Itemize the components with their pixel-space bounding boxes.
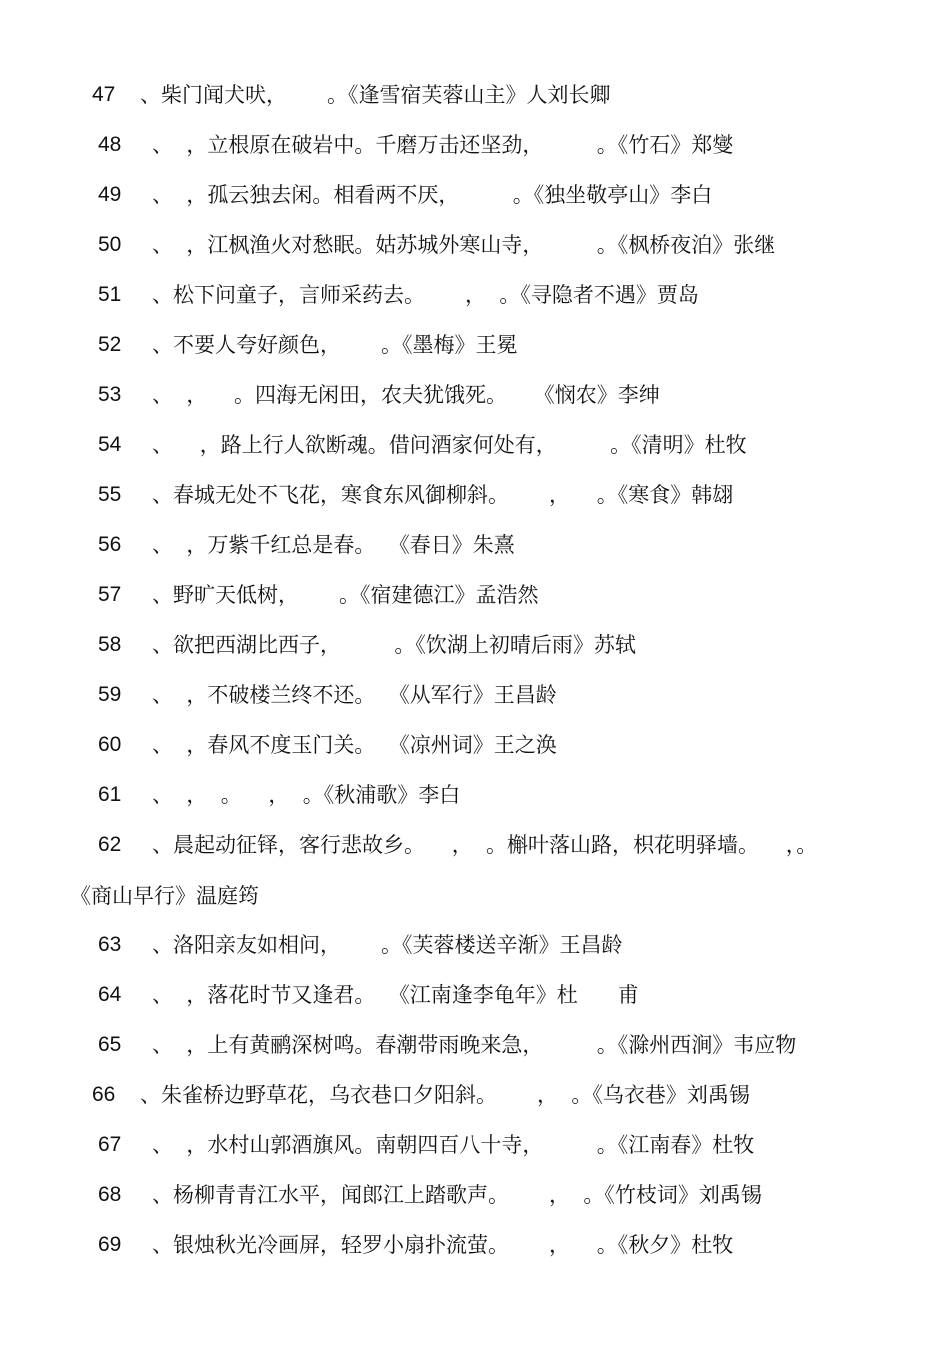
entry-number: 58 bbox=[98, 633, 122, 656]
entry-number: 54 bbox=[98, 433, 122, 456]
entry-number: 51 bbox=[98, 283, 122, 306]
entry-number: 69 bbox=[98, 1233, 122, 1256]
entry-text: 、 ， 。四海无闲田，农夫犹饿死。 《悯农》李绅 bbox=[152, 383, 660, 407]
entry-text: 、 ，春风不度玉门关。 《凉州词》王之涣 bbox=[152, 733, 557, 757]
entry-text: 《商山早行》温庭筠 bbox=[70, 884, 259, 908]
entry-number: 50 bbox=[98, 233, 122, 256]
entry-text: 、 ，万紫千红总是春。 《春日》朱熹 bbox=[152, 533, 515, 557]
entry-number: 55 bbox=[98, 483, 122, 506]
entry-text: 、野旷天低树， 。《宿建德江》孟浩然 bbox=[152, 583, 539, 607]
entry-text: 、晨起动征铎，客行悲故乡。 ， 。槲叶落山路，枳花明驿墙。 ，。 bbox=[152, 833, 818, 857]
entry-number: 65 bbox=[98, 1033, 122, 1056]
entry-number: 66 bbox=[92, 1083, 116, 1106]
entry-text: 、不要人夸好颜色， 。《墨梅》王冕 bbox=[152, 333, 518, 357]
entry-number: 49 bbox=[98, 183, 122, 206]
entry-number: 63 bbox=[98, 933, 122, 956]
entry-text: 、 ，上有黄鹂深树鸣。春潮带雨晚来急， 。《滁州西涧》韦应物 bbox=[152, 1033, 797, 1057]
entry-number: 57 bbox=[98, 583, 122, 606]
entry-number: 52 bbox=[98, 333, 122, 356]
entry-number: 60 bbox=[98, 733, 122, 756]
entry-number: 47 bbox=[92, 83, 116, 106]
entry-text: 、 ，江枫渔火对愁眠。姑苏城外寒山寺， 。《枫桥夜泊》张继 bbox=[152, 233, 776, 257]
entry-text: 、 ，不破楼兰终不还。 《从军行》王昌龄 bbox=[152, 683, 557, 707]
entry-number: 48 bbox=[98, 133, 122, 156]
entry-number: 61 bbox=[98, 783, 122, 806]
entry-text: 、银烛秋光冷画屏，轻罗小扇扑流萤。 ， 。《秋夕》杜牧 bbox=[152, 1233, 734, 1257]
entry-text: 、 ，孤云独去闲。相看两不厌， 。《独坐敬亭山》李白 bbox=[152, 183, 713, 207]
entry-number: 62 bbox=[98, 833, 122, 856]
entry-text: 、 ，路上行人欲断魂。借问酒家何处有， 。《清明》杜牧 bbox=[152, 433, 747, 457]
entry-text: 、柴门闻犬吠， 。《逢雪宿芙蓉山主》人刘长卿 bbox=[140, 83, 611, 107]
entry-number: 67 bbox=[98, 1133, 122, 1156]
entry-text: 、 ，水村山郭酒旗风。南朝四百八十寺， 。《江南春》杜牧 bbox=[152, 1133, 755, 1157]
entry-number: 53 bbox=[98, 383, 122, 406]
entry-text: 、 ，立根原在破岩中。千磨万击还坚劲， 。《竹石》郑燮 bbox=[152, 133, 734, 157]
entry-text: 、 ， 。 ， 。《秋浦歌》李白 bbox=[152, 783, 461, 807]
entry-number: 59 bbox=[98, 683, 122, 706]
entry-text: 、欲把西湖比西子， 。《饮湖上初晴后雨》苏轼 bbox=[152, 633, 636, 657]
entry-number: 56 bbox=[98, 533, 122, 556]
entry-text: 、 ，落花时节又逢君。 《江南逢李龟年》杜 甫 bbox=[152, 983, 639, 1007]
entry-number: 68 bbox=[98, 1183, 122, 1206]
entry-text: 、春城无处不飞花，寒食东风御柳斜。 ， 。《寒食》韩翃 bbox=[152, 483, 734, 507]
entry-text: 、松下问童子，言师采药去。 ， 。《寻隐者不遇》贾岛 bbox=[152, 283, 699, 307]
entry-text: 、洛阳亲友如相问， 。《芙蓉楼送辛渐》王昌龄 bbox=[152, 933, 623, 957]
entry-text: 、朱雀桥边野草花，乌衣巷口夕阳斜。 ， 。《乌衣巷》刘禹锡 bbox=[140, 1083, 750, 1107]
entry-text: 、杨柳青青江水平，闻郎江上踏歌声。 ， 。《竹枝词》刘禹锡 bbox=[152, 1183, 762, 1207]
entry-number: 64 bbox=[98, 983, 122, 1006]
